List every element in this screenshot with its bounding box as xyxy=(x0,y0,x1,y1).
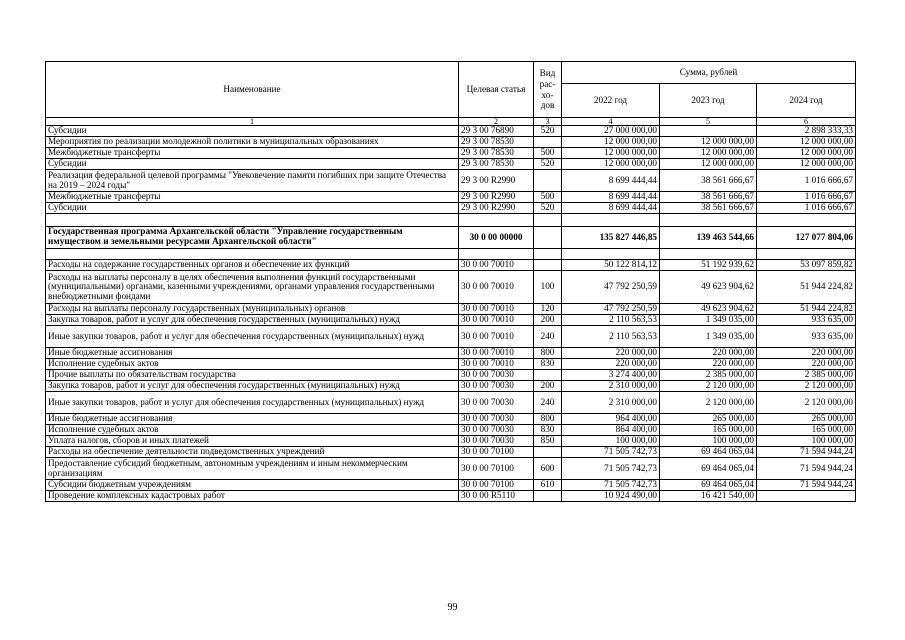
row-target-article: 30 0 00 00000 xyxy=(459,227,534,249)
row-sum-2024: 2 120 000,00 xyxy=(757,392,856,414)
row-expense-kind xyxy=(534,370,562,381)
row-sum-2022: 135 827 446,85 xyxy=(562,227,660,249)
row-sum-2022: 8 699 444,44 xyxy=(562,170,660,192)
row-sum-2023: 165 000,00 xyxy=(660,425,757,436)
header-name: Наименование xyxy=(46,62,459,118)
row-target-article: 30 0 00 70010 xyxy=(459,315,534,326)
row-sum-2024: 12 000 000,00 xyxy=(757,137,856,148)
row-sum-2022: 12 000 000,00 xyxy=(562,137,660,148)
row-sum-2024: 933 635,00 xyxy=(757,326,856,348)
row-sum-2023: 139 463 544,66 xyxy=(660,227,757,249)
row-expense-kind xyxy=(534,214,562,227)
table-row xyxy=(46,436,856,447)
table-row xyxy=(46,381,856,392)
row-sum-2023: 12 000 000,00 xyxy=(660,148,757,159)
row-sum-2023: 2 120 000,00 xyxy=(660,392,757,414)
row-expense-kind: 830 xyxy=(534,359,562,370)
row-sum-2023: 69 464 065,04 xyxy=(660,480,757,491)
row-sum-2024: 71 594 944,24 xyxy=(757,480,856,491)
row-sum-2024: 71 594 944,24 xyxy=(757,447,856,458)
row-sum-2023: 49 623 904,62 xyxy=(660,304,757,315)
row-sum-2022: 71 505 742,73 xyxy=(562,447,660,458)
table-row xyxy=(46,260,856,271)
row-expense-kind: 200 xyxy=(534,315,562,326)
row-sum-2023 xyxy=(660,214,757,227)
row-expense-kind: 520 xyxy=(534,126,562,137)
row-expense-kind xyxy=(534,249,562,260)
row-sum-2024: 220 000,00 xyxy=(757,359,856,370)
row-name: Закупка товаров, работ и услуг для обеспечения государственных (муниципальных) нужд xyxy=(46,381,459,392)
row-name: Предоставление субсидий бюджетным, автономным учреждениям и иным некоммерческим организациям xyxy=(46,458,459,480)
row-target-article: 30 0 00 R5110 xyxy=(459,491,534,502)
row-target-article: 29 3 00 78530 xyxy=(459,159,534,170)
row-expense-kind: 500 xyxy=(534,192,562,203)
row-target-article: 30 0 00 70100 xyxy=(459,458,534,480)
table-row xyxy=(46,170,856,192)
row-expense-kind: 240 xyxy=(534,392,562,414)
header-year-2024: 2024 год xyxy=(757,84,856,118)
column-index: 6 xyxy=(757,118,856,126)
row-sum-2023: 49 623 904,62 xyxy=(660,271,757,304)
row-name: Субсидии xyxy=(46,159,459,170)
row-expense-kind: 100 xyxy=(534,271,562,304)
column-index: 1 xyxy=(46,118,459,126)
row-expense-kind xyxy=(534,491,562,502)
row-target-article: 30 0 00 70010 xyxy=(459,271,534,304)
row-sum-2023: 38 561 666,67 xyxy=(660,203,757,214)
table-row xyxy=(46,326,856,348)
row-target-article: 30 0 00 70100 xyxy=(459,480,534,491)
row-sum-2022: 2 310 000,00 xyxy=(562,381,660,392)
row-sum-2022: 71 505 742,73 xyxy=(562,458,660,480)
row-expense-kind xyxy=(534,137,562,148)
row-sum-2022: 27 000 000,00 xyxy=(562,126,660,137)
row-sum-2024: 2 120 000,00 xyxy=(757,381,856,392)
row-sum-2022: 2 110 563,53 xyxy=(562,315,660,326)
row-sum-2024 xyxy=(757,249,856,260)
row-sum-2022: 8 699 444,44 xyxy=(562,203,660,214)
row-sum-2024: 1 016 666,67 xyxy=(757,203,856,214)
row-sum-2022: 2 110 563,53 xyxy=(562,326,660,348)
row-name: Субсидии xyxy=(46,203,459,214)
row-sum-2024: 127 077 804,06 xyxy=(757,227,856,249)
row-sum-2022: 12 000 000,00 xyxy=(562,148,660,159)
row-sum-2023: 2 385 000,00 xyxy=(660,370,757,381)
table-row xyxy=(46,148,856,159)
row-name: Субсидии бюджетным учреждениям xyxy=(46,480,459,491)
row-sum-2023: 38 561 666,67 xyxy=(660,192,757,203)
table-row xyxy=(46,192,856,203)
row-sum-2024: 12 000 000,00 xyxy=(757,148,856,159)
row-sum-2022: 12 000 000,00 xyxy=(562,159,660,170)
row-name: Расходы на выплаты персоналу в целях обеспечения выполнения функций государственными (муниципальными) органами, казенными учреждениями, органами управления государственными внебюджетными фондами xyxy=(46,271,459,304)
row-expense-kind xyxy=(534,170,562,192)
table-row xyxy=(46,491,856,502)
row-sum-2022: 8 699 444,44 xyxy=(562,192,660,203)
row-name xyxy=(46,249,459,260)
table-row xyxy=(46,315,856,326)
row-sum-2022: 71 505 742,73 xyxy=(562,480,660,491)
row-sum-2024: 12 000 000,00 xyxy=(757,159,856,170)
row-target-article: 30 0 00 70010 xyxy=(459,326,534,348)
row-target-article: 29 3 00 78530 xyxy=(459,148,534,159)
row-sum-2024: 165 000,00 xyxy=(757,425,856,436)
table-row xyxy=(46,126,856,137)
row-expense-kind xyxy=(534,227,562,249)
row-expense-kind xyxy=(534,260,562,271)
row-sum-2022: 50 122 814,12 xyxy=(562,260,660,271)
row-sum-2022: 220 000,00 xyxy=(562,359,660,370)
row-target-article: 30 0 00 70010 xyxy=(459,348,534,359)
row-name xyxy=(46,214,459,227)
row-sum-2024: 51 944 224,82 xyxy=(757,304,856,315)
row-name: Уплата налогов, сборов и иных платежей xyxy=(46,436,459,447)
header-expense-kind: Вид рас-хо-дов xyxy=(534,62,562,118)
row-expense-kind xyxy=(534,447,562,458)
row-sum-2022: 964 400,00 xyxy=(562,414,660,425)
row-target-article: 30 0 00 70030 xyxy=(459,414,534,425)
row-target-article: 30 0 00 70010 xyxy=(459,304,534,315)
table-row xyxy=(46,359,856,370)
row-name: Расходы на выплаты персоналу государственных (муниципальных) органов xyxy=(46,304,459,315)
row-name: Мероприятия по реализации молодежной политики в муниципальных образованиях xyxy=(46,137,459,148)
table-row xyxy=(46,447,856,458)
row-name: Иные бюджетные ассигнования xyxy=(46,414,459,425)
row-sum-2023: 69 464 065,04 xyxy=(660,447,757,458)
table-row xyxy=(46,271,856,304)
row-sum-2024: 53 097 859,82 xyxy=(757,260,856,271)
row-name: Иные закупки товаров, работ и услуг для обеспечения государственных (муниципальных) нужд xyxy=(46,326,459,348)
row-target-article: 30 0 00 70010 xyxy=(459,359,534,370)
row-target-article: 29 3 00 R2990 xyxy=(459,192,534,203)
column-index: 2 xyxy=(459,118,534,126)
row-target-article: 30 0 00 70030 xyxy=(459,381,534,392)
row-sum-2024: 1 016 666,67 xyxy=(757,192,856,203)
column-index: 5 xyxy=(660,118,757,126)
row-expense-kind: 850 xyxy=(534,436,562,447)
column-index: 3 xyxy=(534,118,562,126)
row-expense-kind: 830 xyxy=(534,425,562,436)
row-expense-kind: 610 xyxy=(534,480,562,491)
row-expense-kind: 200 xyxy=(534,381,562,392)
row-sum-2024: 933 635,00 xyxy=(757,315,856,326)
row-sum-2022: 47 792 250,59 xyxy=(562,271,660,304)
row-sum-2022: 3 274 400,00 xyxy=(562,370,660,381)
table-row xyxy=(46,425,856,436)
row-sum-2023: 69 464 065,04 xyxy=(660,458,757,480)
row-sum-2022 xyxy=(562,249,660,260)
row-name: Расходы на обеспечение деятельности подведомственных учреждений xyxy=(46,447,459,458)
row-sum-2023 xyxy=(660,249,757,260)
row-sum-2024: 1 016 666,67 xyxy=(757,170,856,192)
row-name: Проведение комплексных кадастровых работ xyxy=(46,491,459,502)
row-sum-2024: 100 000,00 xyxy=(757,436,856,447)
row-sum-2023: 16 421 540,00 xyxy=(660,491,757,502)
row-sum-2024 xyxy=(757,214,856,227)
row-target-article: 30 0 00 70030 xyxy=(459,370,534,381)
row-sum-2024 xyxy=(757,491,856,502)
row-sum-2023: 12 000 000,00 xyxy=(660,159,757,170)
row-sum-2023: 265 000,00 xyxy=(660,414,757,425)
row-name: Иные закупки товаров, работ и услуг для обеспечения государственных (муниципальных) нужд xyxy=(46,392,459,414)
table-row xyxy=(46,370,856,381)
page-number: 99 xyxy=(447,602,458,613)
table-row xyxy=(46,304,856,315)
table-row xyxy=(46,414,856,425)
row-sum-2024: 71 594 944,24 xyxy=(757,458,856,480)
row-target-article: 30 0 00 70030 xyxy=(459,392,534,414)
row-sum-2022: 47 792 250,59 xyxy=(562,304,660,315)
row-target-article: 29 3 00 R2990 xyxy=(459,170,534,192)
row-sum-2023: 100 000,00 xyxy=(660,436,757,447)
row-name: Исполнение судебных актов xyxy=(46,359,459,370)
row-sum-2023: 220 000,00 xyxy=(660,359,757,370)
row-sum-2024: 220 000,00 xyxy=(757,348,856,359)
row-sum-2023 xyxy=(660,126,757,137)
row-expense-kind: 600 xyxy=(534,458,562,480)
row-target-article: 29 3 00 R2990 xyxy=(459,203,534,214)
row-target-article: 30 0 00 70100 xyxy=(459,447,534,458)
row-name: Иные бюджетные ассигнования xyxy=(46,348,459,359)
row-name: Прочие выплаты по обязательствам государства xyxy=(46,370,459,381)
table-row xyxy=(46,249,856,260)
row-sum-2023: 51 192 939,62 xyxy=(660,260,757,271)
row-sum-2022: 100 000,00 xyxy=(562,436,660,447)
row-sum-2022: 10 924 490,00 xyxy=(562,491,660,502)
row-sum-2023: 1 349 035,00 xyxy=(660,326,757,348)
table-row xyxy=(46,214,856,227)
row-sum-2023: 220 000,00 xyxy=(660,348,757,359)
row-sum-2023: 2 120 000,00 xyxy=(660,381,757,392)
row-name: Межбюджетные трансферты xyxy=(46,148,459,159)
table-row xyxy=(46,227,856,249)
row-sum-2022: 864 400,00 xyxy=(562,425,660,436)
row-expense-kind: 520 xyxy=(534,203,562,214)
table-row xyxy=(46,392,856,414)
column-index-row xyxy=(46,118,856,126)
row-target-article: 29 3 00 78530 xyxy=(459,137,534,148)
row-target-article: 30 0 00 70010 xyxy=(459,260,534,271)
row-name: Расходы на содержание государственных органов и обеспечение их функций xyxy=(46,260,459,271)
table-row xyxy=(46,203,856,214)
row-sum-2022: 2 310 000,00 xyxy=(562,392,660,414)
row-name: Исполнение судебных актов xyxy=(46,425,459,436)
row-target-article: 29 3 00 76890 xyxy=(459,126,534,137)
header-year-2022: 2022 год xyxy=(562,84,660,118)
row-expense-kind: 240 xyxy=(534,326,562,348)
row-sum-2024: 2 898 333,33 xyxy=(757,126,856,137)
row-name: Государственная программа Архангельской области "Управление государственным имуществом и земельными ресурсами Архангельской области" xyxy=(46,227,459,249)
row-target-article xyxy=(459,214,534,227)
row-sum-2024: 265 000,00 xyxy=(757,414,856,425)
row-name: Субсидии xyxy=(46,126,459,137)
row-target-article: 30 0 00 70030 xyxy=(459,436,534,447)
row-name: Реализация федеральной целевой программы "Увековечение памяти погибших при защите Отечества на 2019 – 2024 годы" xyxy=(46,170,459,192)
table-row xyxy=(46,348,856,359)
row-sum-2023: 1 349 035,00 xyxy=(660,315,757,326)
row-expense-kind: 800 xyxy=(534,348,562,359)
header-year-2023: 2023 год xyxy=(660,84,757,118)
table-row xyxy=(46,159,856,170)
row-sum-2023: 38 561 666,67 xyxy=(660,170,757,192)
row-target-article: 30 0 00 70030 xyxy=(459,425,534,436)
row-sum-2022 xyxy=(562,214,660,227)
column-index: 4 xyxy=(562,118,660,126)
table-row xyxy=(46,480,856,491)
table-row xyxy=(46,137,856,148)
row-target-article xyxy=(459,249,534,260)
header-sum: Сумма, рублей xyxy=(562,62,856,84)
row-sum-2024: 51 944 224,82 xyxy=(757,271,856,304)
table-row xyxy=(46,458,856,480)
row-expense-kind: 120 xyxy=(534,304,562,315)
row-sum-2023: 12 000 000,00 xyxy=(660,137,757,148)
row-expense-kind: 500 xyxy=(534,148,562,159)
header-target-article: Целевая статья xyxy=(459,62,534,118)
budget-table xyxy=(45,61,856,502)
row-name: Закупка товаров, работ и услуг для обеспечения государственных (муниципальных) нужд xyxy=(46,315,459,326)
row-sum-2024: 2 385 000,00 xyxy=(757,370,856,381)
row-name: Межбюджетные трансферты xyxy=(46,192,459,203)
row-expense-kind: 800 xyxy=(534,414,562,425)
row-expense-kind: 520 xyxy=(534,159,562,170)
row-sum-2022: 220 000,00 xyxy=(562,348,660,359)
